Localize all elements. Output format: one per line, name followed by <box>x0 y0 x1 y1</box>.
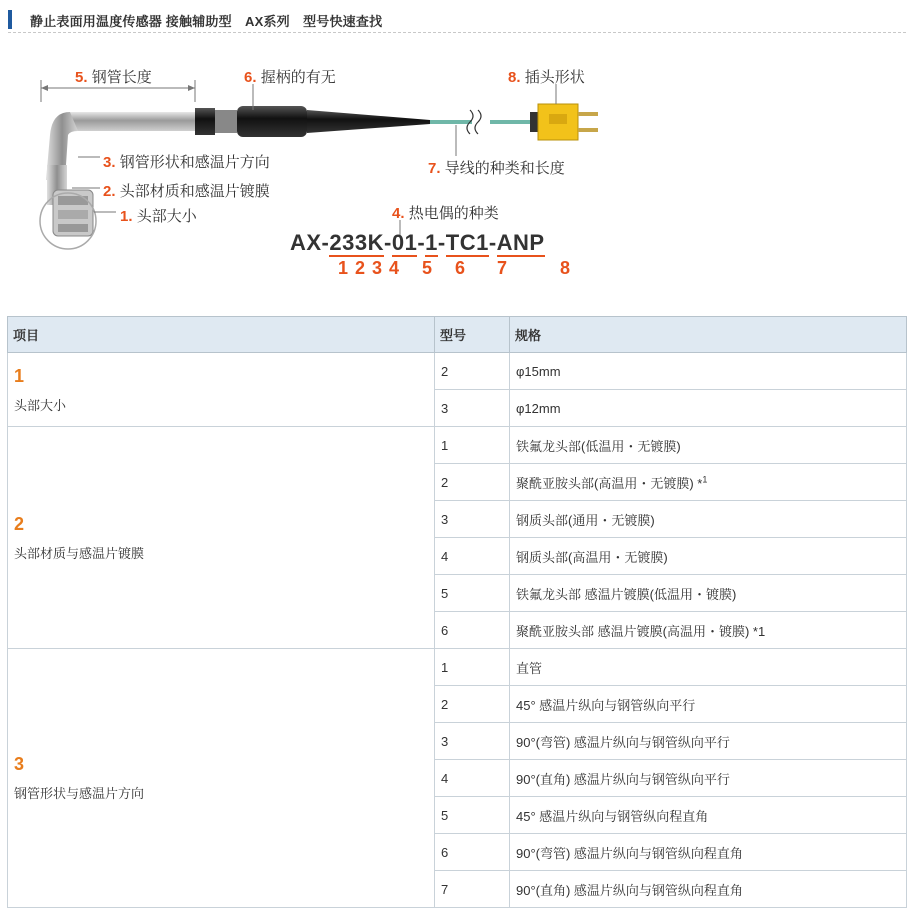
digit-4: 4 <box>389 258 400 278</box>
group-cell-head-size <box>8 353 435 427</box>
spec-cell: 钢质头部(高温用・无镀膜) <box>510 538 907 575</box>
digit-1: 1 <box>338 258 349 278</box>
footnote-mark: 1 <box>702 474 708 485</box>
label-number: 3. <box>103 154 116 171</box>
label-text: 钢管长度 <box>91 69 152 86</box>
digit-5: 5 <box>422 258 433 278</box>
label-head-size <box>120 205 197 226</box>
code-cell: 1 <box>435 427 510 464</box>
group-number: 1 <box>14 365 25 386</box>
group-cell-pipe-shape <box>8 649 435 908</box>
group-name: 头部大小 <box>14 397 67 413</box>
label-number: 7. <box>428 160 441 177</box>
model-code <box>290 230 545 256</box>
label-number: 5. <box>75 69 88 86</box>
group-cell-head-material <box>8 427 435 649</box>
product-diagram <box>0 40 914 290</box>
label-head-material <box>103 180 270 201</box>
code-cell: 3 <box>435 723 510 760</box>
label-text: 导线的种类和长度 <box>444 160 565 177</box>
code-cell: 1 <box>435 649 510 686</box>
spec-cell: φ12mm <box>510 390 907 427</box>
group-name: 钢管形状与感温片方向 <box>14 786 145 801</box>
spec-cell: 45° 感温片纵向与钢管纵向程直角 <box>510 797 907 834</box>
model-dash: - <box>488 230 497 255</box>
label-number: 6. <box>244 69 257 86</box>
label-number: 4. <box>392 205 405 222</box>
label-plug-shape <box>508 66 585 87</box>
code-cell: 6 <box>435 834 510 871</box>
digit-8: 8 <box>560 258 571 278</box>
model-part: 3 <box>342 230 355 255</box>
label-number: 8. <box>508 69 521 86</box>
code-cell: 4 <box>435 538 510 575</box>
code-cell: 5 <box>435 797 510 834</box>
header-item: 项目 <box>8 317 435 353</box>
label-number: 2. <box>103 183 116 200</box>
code-cell: 2 <box>435 353 510 390</box>
label-pipe-length <box>75 66 152 87</box>
page-title: 静止表面用温度传感器 接触辅助型 AX系列 型号快速查找 <box>30 14 383 29</box>
spec-table <box>7 316 907 908</box>
model-part: 1 <box>425 230 438 255</box>
spec-cell: 90°(直角) 感温片纵向与钢管纵向程直角 <box>510 871 907 908</box>
table-row <box>8 353 907 390</box>
code-cell: 2 <box>435 464 510 501</box>
model-part: TC1 <box>445 230 489 255</box>
code-cell: 6 <box>435 612 510 649</box>
model-part: 3 <box>354 230 368 255</box>
model-part: 01 <box>391 230 418 255</box>
spec-text: 聚酰亚胺头部(高温用・无镀膜) * <box>516 475 703 491</box>
code-cell: 3 <box>435 390 510 427</box>
digit-2: 2 <box>355 258 366 278</box>
group-name: 头部材质与感温片镀膜 <box>14 545 145 561</box>
digit-6: 6 <box>455 258 466 278</box>
model-dash: - <box>417 230 426 255</box>
label-text: 头部大小 <box>136 208 197 225</box>
model-part: ANP <box>496 230 545 255</box>
code-cell: 7 <box>435 871 510 908</box>
table-header-row <box>8 317 907 353</box>
digit-3: 3 <box>372 258 383 278</box>
spec-cell: 钢质头部(通用・无镀膜) <box>510 501 907 538</box>
table-row <box>8 649 907 686</box>
title-accent-bar <box>8 10 12 29</box>
spec-cell: 90°(弯管) 感温片纵向与钢管纵向程直角 <box>510 834 907 871</box>
label-number: 1. <box>120 208 133 225</box>
code-cell: 3 <box>435 501 510 538</box>
spec-cell <box>510 464 907 501</box>
label-lead-wire <box>428 157 565 178</box>
spec-cell: 90°(弯管) 感温片纵向与钢管纵向平行 <box>510 723 907 760</box>
spec-cell: 直管 <box>510 649 907 686</box>
code-cell: 4 <box>435 760 510 797</box>
model-prefix: AX- <box>290 230 330 255</box>
spec-cell: 45° 感温片纵向与钢管纵向平行 <box>510 686 907 723</box>
spec-cell: 铁氟龙头部(低温用・无镀膜) <box>510 427 907 464</box>
label-thermocouple-type <box>392 202 499 223</box>
table-row <box>8 427 907 464</box>
label-handle <box>244 66 336 87</box>
group-number: 3 <box>14 754 25 774</box>
code-cell: 5 <box>435 575 510 612</box>
header-code: 型号 <box>435 317 510 353</box>
label-text: 握柄的有无 <box>260 69 336 86</box>
model-part: K <box>367 230 385 255</box>
label-text: 热电偶的种类 <box>408 205 499 222</box>
model-dash: - <box>437 230 446 255</box>
label-text: 头部材质和感温片镀膜 <box>119 183 270 200</box>
group-number: 2 <box>14 513 25 534</box>
header-spec: 规格 <box>510 317 907 353</box>
digit-7: 7 <box>497 258 508 278</box>
code-cell: 2 <box>435 686 510 723</box>
spec-cell: 铁氟龙头部 感温片镀膜(低温用・镀膜) <box>510 575 907 612</box>
spec-cell: 聚酰亚胺头部 感温片镀膜(高温用・镀膜) *1 <box>510 612 907 649</box>
spec-cell: φ15mm <box>510 353 907 390</box>
title-bar <box>8 8 906 33</box>
spec-cell: 90°(直角) 感温片纵向与钢管纵向平行 <box>510 760 907 797</box>
label-text: 钢管形状和感温片方向 <box>119 154 270 171</box>
label-pipe-shape <box>103 151 270 172</box>
model-part: 2 <box>329 230 343 255</box>
label-text: 插头形状 <box>524 69 585 86</box>
model-dash: - <box>384 230 392 255</box>
